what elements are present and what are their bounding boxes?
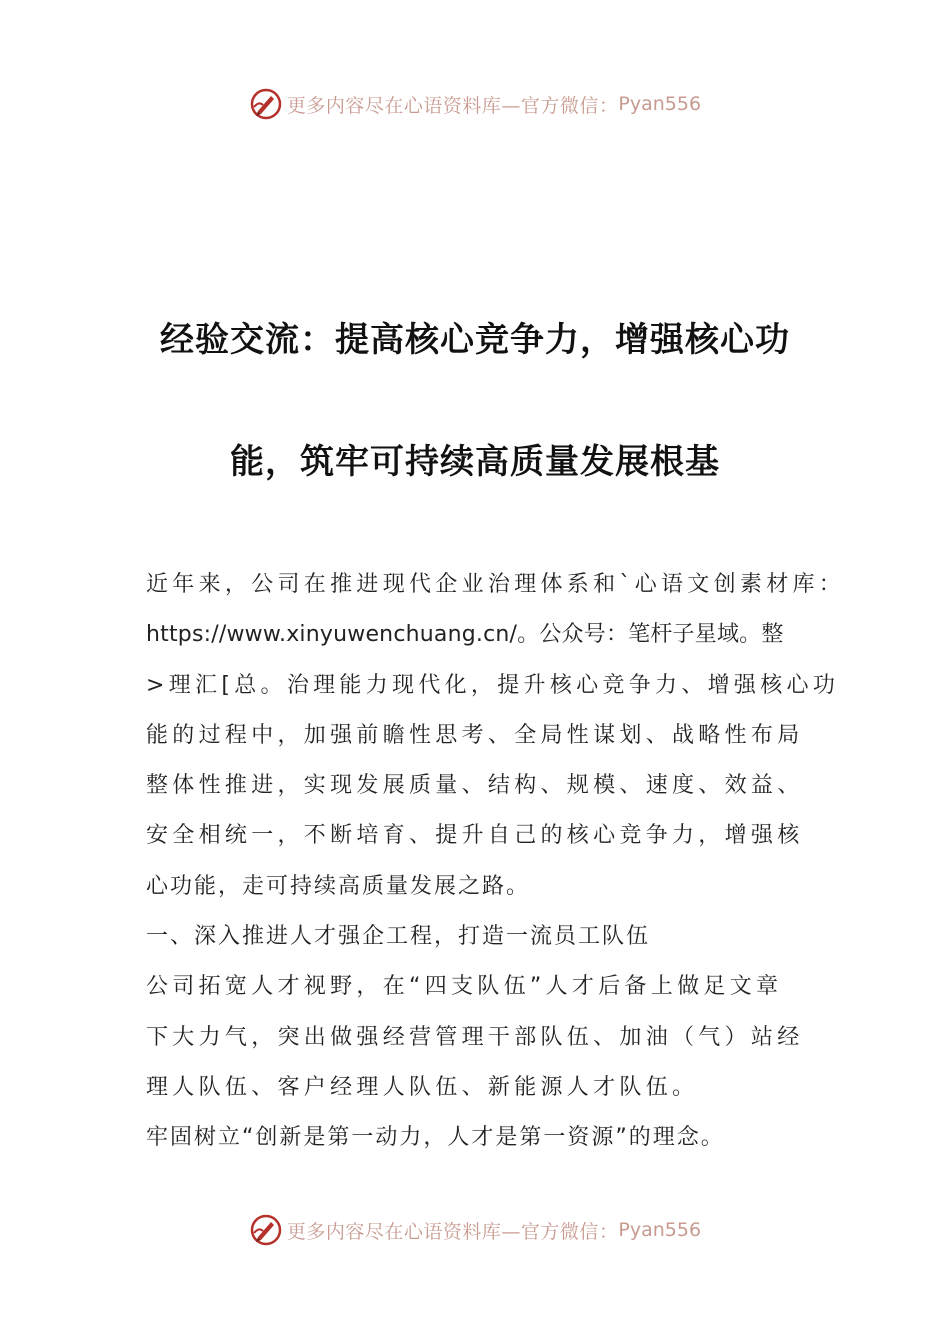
body-line: >理汇[总。治理能力现代化，提升核心竞争力、增强核心功: [146, 672, 840, 698]
document-title-line-2: 能，筑牢可持续高质量发展根基: [230, 442, 720, 482]
banner-text: 更多内容尽在心语资料库—官方微信：: [286, 1220, 619, 1243]
body-line: 近年来，公司在推进现代企业治理体系和`心语文创素材库：: [146, 572, 846, 597]
banner-text: 更多内容尽在心语资料库—官方微信：: [286, 94, 619, 117]
pen-logo-icon: [249, 1213, 283, 1247]
body-line: 下大力气，突出做强经营管理干部队伍、加油（气）站经: [146, 1024, 804, 1050]
body-line: 安全相统一，不断培育、提升自己的核心竞争力，增强核: [146, 823, 804, 849]
body-line: 心功能，走可持续高质量发展之路。: [146, 873, 531, 899]
banner-wechat-id: Pyan556: [618, 1219, 702, 1241]
banner-wechat-id: Pyan556: [618, 93, 702, 115]
section-heading: 一、深入推进人才强企工程，打造一流员工队伍: [146, 924, 651, 950]
pen-logo-icon: [249, 87, 283, 121]
footer-banner: [0, 1210, 950, 1250]
header-banner: [0, 84, 950, 124]
body-line: https://www.xinyuwenchuang.cn/。公众号：笔杆子星域。整: [146, 622, 784, 648]
body-line: 公司拓宽人才视野，在“四支队伍”人才后备上做足文章: [146, 974, 783, 1000]
document-body: [146, 562, 846, 1166]
body-line: 牢固树立“创新是第一动力，人才是第一资源”的理念。: [146, 1125, 725, 1151]
body-line: 理人队伍、客户经理人队伍、新能源人才队伍。: [146, 1074, 699, 1100]
document-title-line-1: 经验交流：提高核心竞争力，增强核心功: [160, 320, 790, 360]
body-line: 整体性推进，实现发展质量、结构、规模、速度、效益、: [146, 773, 804, 799]
body-line: 能的过程中，加强前瞻性思考、全局性谋划、战略性布局: [146, 722, 804, 748]
